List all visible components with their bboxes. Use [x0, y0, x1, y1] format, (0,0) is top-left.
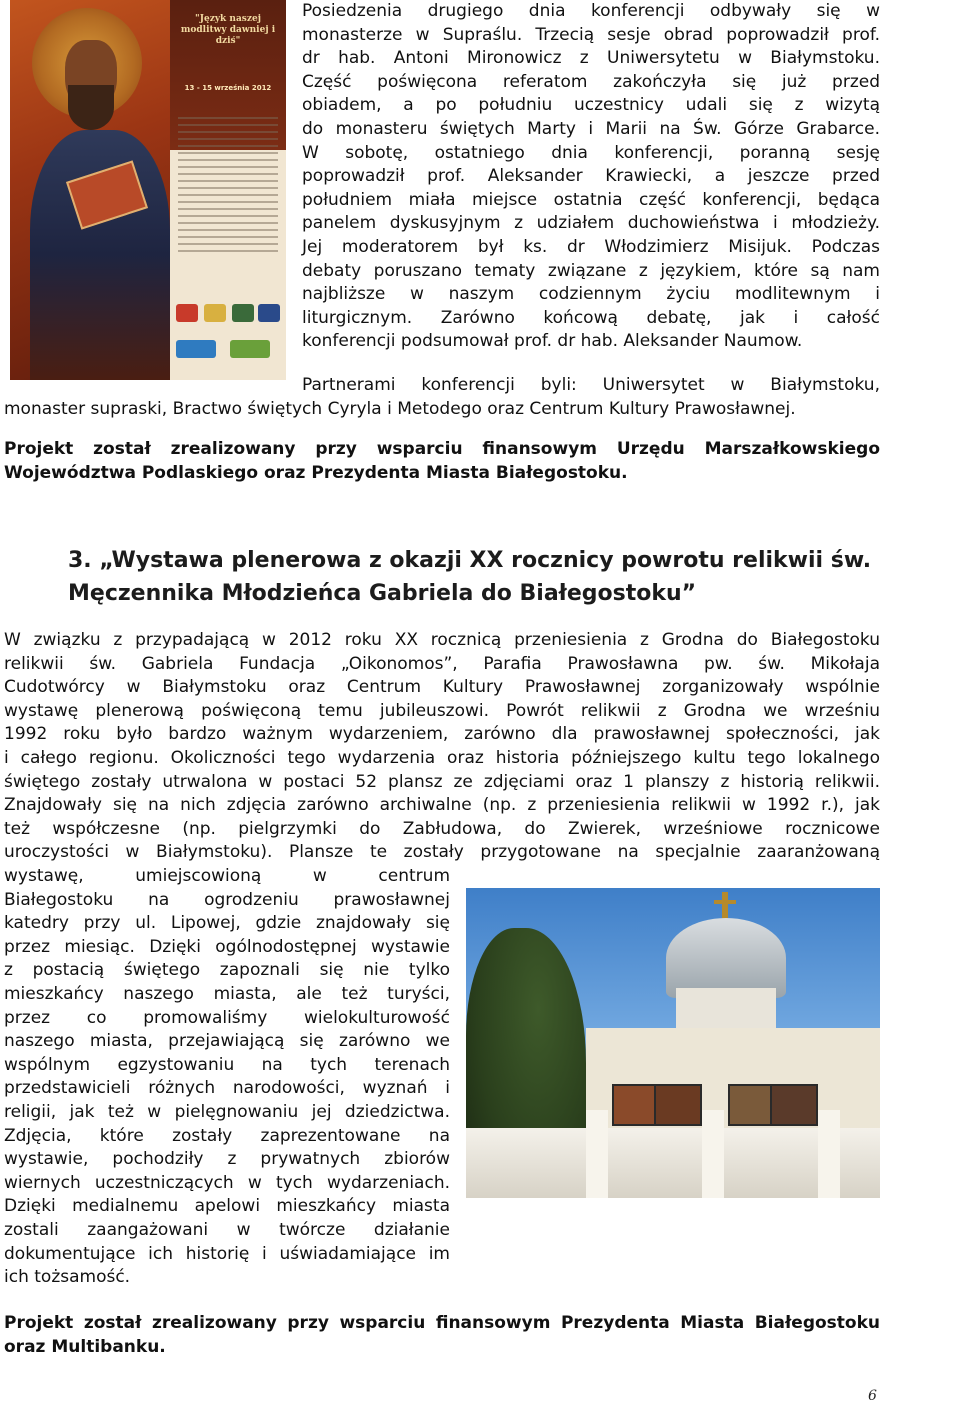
text-line: W związku z przypadającą w 2012 roku XX rocznicą przeniesienia z Grodna do Białegostoku — [4, 630, 880, 650]
text-line: Projekt został zrealizowany przy wsparciu finansowym Prezydenta Miasta Białegostoku — [4, 1313, 880, 1333]
text-line: wystawę, umiejscowioną w centrum — [4, 866, 450, 886]
text-line: Cudotwórcy w Białymstoku oraz Centrum Kultury Prawosławnej zorganizowały wspólnie — [4, 677, 880, 698]
heading-line: Męczennika Młodzieńca Gabriela do Białegostoku” — [68, 581, 697, 606]
text-line: uroczystości w Białymstoku). Plansze te zostały przygotowane na specjalnie zaaranżowaną — [4, 842, 880, 863]
heading-line: 3. „Wystawa plenerowa z okazji XX rocznicy powrotu relikwii św. — [68, 548, 872, 573]
text-line: katedry przy ul. Lipowej, gdzie znajdowały się — [4, 913, 450, 934]
text-line: monasterze w Supraślu. Trzecią sesje obrad poprowadził prof. — [302, 24, 880, 45]
poster-program-lines — [178, 112, 278, 292]
text-line: oraz Multibanku. — [4, 1336, 166, 1357]
text-line: Partnerami konferencji byli: Uniwersytet w Białymstoku, — [302, 375, 880, 395]
conference-paragraph — [302, 0, 880, 354]
text-line: dokumentujące ich historię i uświadamiające im — [4, 1243, 450, 1264]
partners-line2 — [4, 398, 880, 422]
text-line: z postacią świętego zapoznali się nie tylko — [4, 960, 450, 981]
fence-post — [818, 1110, 840, 1198]
saint-robe — [30, 130, 170, 380]
text-line: Znajdowały się na nich zdjęcia zarówno archiwalne (np. z przeniesienia relikwii w 1992 r.), jak — [4, 795, 880, 816]
funding-note-2 — [4, 1312, 880, 1359]
text-line: południem miała miejsce ostatnia część konferencji, będąca — [302, 189, 880, 210]
conference-poster-image — [10, 0, 286, 380]
poster-dates: 13 - 15 września 2012 — [184, 84, 272, 92]
fence-post — [702, 1110, 724, 1198]
page-number: 6 — [868, 1388, 877, 1404]
cross-bar — [714, 900, 736, 904]
text-line: poprowadził prof. Aleksander Krawiecki, a jeszcze przed — [302, 166, 880, 187]
text-line: panelem dyskusyjnym z udziałem duchowieństwa i młodzieży. — [302, 213, 880, 234]
text-line: mieszkańcy naszego miasta, ale też turyści, — [4, 983, 450, 1004]
text-line: wystawę plenerową poświęconą temu jubileuszowi. Powrót relikwii z Grodna we wrześniu — [4, 700, 880, 721]
text-line: obiadem, a po południu uczestnicy udali się z wizytą — [302, 95, 880, 116]
sponsor-logo — [232, 304, 254, 322]
text-line: i całego regionu. Okoliczności tego wydarzenia oraz historia późniejszego kultu tego lokalnego — [4, 747, 880, 768]
poster-sponsor-logos — [174, 300, 282, 374]
text-line: ich tożsamość. — [4, 1267, 131, 1288]
section-3-paragraph-narrow — [4, 865, 450, 1290]
text-line: do monasteru świętych Marty i Marii na Św. Górze Grabarce. — [302, 118, 880, 139]
sponsor-logo — [258, 304, 280, 322]
exhibition-board — [654, 1084, 702, 1126]
text-line: Część poświęcona referatom zakończyła się już przed — [302, 71, 880, 92]
fence-post — [586, 1110, 608, 1198]
text-line: liturgicznym. Zarówno końcową debatę, jak i całość — [302, 307, 880, 328]
text-line: wiernych uczestniczących w tych wydarzeniach. — [4, 1172, 450, 1193]
sponsor-logo — [204, 304, 226, 322]
text-line: 1992 roku było bardzo ważnym wydarzeniem, zarówno dla prawosławnej społeczności, jak — [4, 724, 880, 745]
sponsor-logo — [176, 304, 198, 322]
text-line: przez co promowaliśmy wielokulturowość — [4, 1007, 450, 1028]
section-3-paragraph-full — [4, 629, 880, 865]
cathedral-exhibition-photo — [466, 888, 880, 1198]
text-line: wspólnym egzystowaniu na tych terenach — [4, 1054, 450, 1075]
text-line: Projekt został zrealizowany przy wsparciu finansowym Urzędu Marszałkowskiego — [4, 439, 880, 459]
text-line: dr hab. Antoni Mironowicz z Uniwersytetu w Białymstoku. — [302, 48, 880, 69]
text-line: relikwii św. Gabriela Fundacja „Oikonomos”, Parafia Prawosławna pw. św. Mikołaja — [4, 653, 880, 674]
bialystok-logo — [176, 340, 216, 358]
funding-note-1 — [4, 438, 880, 485]
text-line: naszego miasta, przejawiającą się zarówno we — [4, 1031, 450, 1052]
text-line: debaty poruszano tematy związane z językiem, które są nam — [302, 260, 880, 281]
text-line: zostali zaangażowani w twórcze działanie — [4, 1219, 450, 1240]
text-line: Województwa Podlaskiego oraz Prezydenta Miasta Białegostoku. — [4, 462, 628, 483]
exhibition-board — [728, 1084, 776, 1126]
cross-icon — [722, 892, 728, 920]
text-line: religii, jak też w pielęgnowaniu jej dziedzictwa. — [4, 1101, 450, 1122]
text-line: Białegostoku na ogrodzeniu prawosławnej — [4, 889, 450, 910]
text-line: najbliższe w naszym codziennym życiu modlitewnym i — [302, 284, 880, 305]
podlaskie-logo — [230, 340, 270, 358]
cathedral-dome — [666, 918, 786, 998]
text-line: konferencji podsumował prof. dr hab. Aleksander Naumow. — [302, 331, 803, 352]
poster-title: "Język naszej modlitwy dawniej i dziś" — [180, 14, 276, 46]
text-line: Posiedzenia drugiego dnia konferencji odbywały się w — [302, 1, 880, 21]
text-line: Jej moderatorem był ks. dr Włodzimierz Misijuk. Podczas — [302, 236, 880, 257]
saint-beard — [68, 85, 114, 130]
text-line: Zdjęcia, które zostały zaprezentowane na — [4, 1125, 450, 1146]
text-line: przez miesiąc. Dzięki ogólnodostępnej wystawie — [4, 936, 450, 957]
text-line: świętego zostały utrwalona w postaci 52 plansz ze zdjęciami oraz 1 planszy z historią relikwii. — [4, 771, 880, 792]
text-line: W sobotę, ostatniego dnia konferencji, poranną sesję — [302, 142, 880, 163]
text-line: Dzięki medialnemu apelowi mieszkańcy miasta — [4, 1196, 450, 1217]
section-3-heading — [68, 544, 880, 610]
text-line: przedstawicieli różnych narodowości, wyznań i — [4, 1078, 450, 1099]
exhibition-board — [612, 1084, 660, 1126]
text-line: monaster supraski, Bractwo świętych Cyryla i Metodego oraz Centrum Kultury Prawosławnej. — [4, 399, 796, 419]
exhibition-board — [770, 1084, 818, 1126]
text-line: wystawie, pochodziły z prywatnych zbiorów — [4, 1149, 450, 1170]
partners-line1 — [302, 374, 880, 398]
text-line: też współczesne (np. pielgrzymki do Zabłudowa, do Zwierek, wrześniowe rocznicowe — [4, 818, 880, 839]
